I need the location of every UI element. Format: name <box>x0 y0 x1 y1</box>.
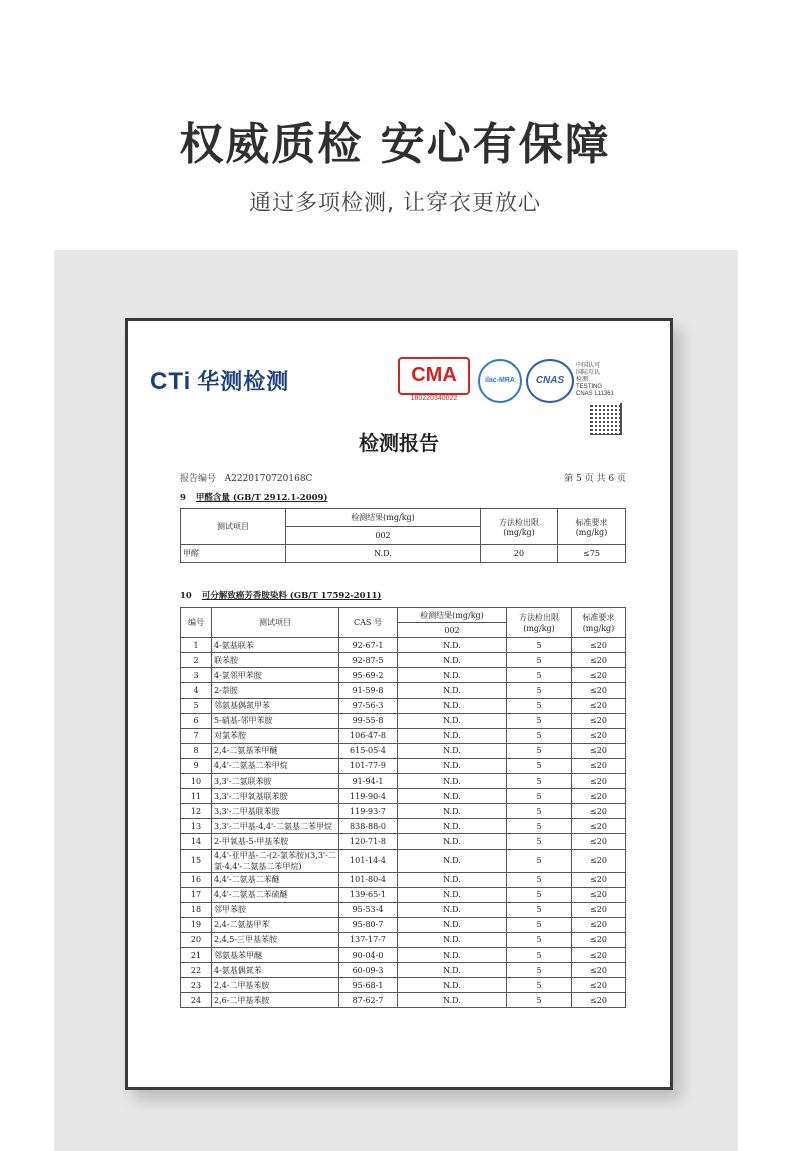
table-row: 14 2-甲氧基-5-甲基苯胺 120-71-8 N.D. 5 ≤20 <box>181 834 626 849</box>
cnas-testing-label: 中国认可 国际互认 检测 TESTING CNAS L11361 <box>576 363 614 397</box>
table-row: 15 4,4'-亚甲基-二-(2-氯苯胺)(3,3'-二氯-4,4'-二氨基二苯甲烷) 101-14-4 N.D. 5 ≤20 <box>181 849 626 872</box>
table-row: 17 4,4'-二氨基二苯硫醚 139-65-1 N.D. 5 ≤20 <box>181 887 626 902</box>
table-row: 5 邻氨基偶氮甲苯 97-56-3 N.D. 5 ≤20 <box>181 698 626 713</box>
table-row: 13 3,3'-二甲基-4,4'-二氨基二苯甲烷 838-88-0 N.D. 5 ≤20 <box>181 819 626 834</box>
table-row: 24 2,6-二甲基苯胺 87-62-7 N.D. 5 ≤20 <box>181 993 626 1008</box>
aromatic-amine-table: 编号 测试项目 CAS 号 检测结果(mg/kg) 方法检出限 (mg/kg) 标准要求 (mg/kg) 002 1 4-氨基联苯 92-67-1 N.D. 5 ≤20 2 联苯胺 92-87-5 N.D. 5 ≤20 3 4-氯邻甲苯胺 95-69-2 N.D. 5 ≤20 4 2-萘胺 91-59-8 N.D. 5 ≤20 5 邻氨基偶氮甲苯 97-56-3 N.D. 5 ≤20 6 5-硝基-邻甲苯胺 99-55-8 N.D. 5 ≤20 7 对氯苯胺 106-47-8 N.D. 5 ≤20 8 2,4-二氨基苯甲醚 615-05-4 N.D. 5 ≤20 9 4,4'-二氨基二苯甲烷 101-77-9 N.D. 5 ≤20 10 3,3'-二氯联苯胺 91-94-1 N.D. 5 ≤20 11 3,3'-二甲氧基联苯胺 119-90-4 N.D. 5 ≤20 12 3,3'-二甲基联苯胺 119-93-7 N.D. 5 ≤20 13 3,3'-二甲基-4,4'-二氨基二苯甲烷 838-88-0 N.D. 5 ≤20 14 2-甲氧基-5-甲基苯胺 120-71-8 N.D. 5 ≤20 15 4,4'-亚甲基-二-(2-氯苯胺)(3,3'-二氯-4,4'-二氨基二苯甲烷) 101-14-4 N.D. 5 ≤20 16 4,4'-二氨基二苯醚 101-80-4 N.D. 5 ≤20 17 4,4'-二氨基二苯硫醚 139-65-1 N.D. 5 ≤20 18 邻甲苯胺 95-53-4 N.D. 5 ≤20 19 2,4-二氨基甲苯 95-80-7 N.D. 5 ≤20 20 2,4,5-三甲基苯胺 137-17-7 N.D. 5 ≤20 21 邻氨基苯甲醚 90-04-0 N.D. 5 ≤20 22 4-氨基偶氮苯 60-09-3 N.D. 5 ≤20 23 2,4-二甲基苯胺 95-68-1 N.D. 5 ≤20 24 2,6-二甲基苯胺 87-62-7 N.D. 5 ≤20 <box>180 607 626 1008</box>
certification-marks <box>398 357 648 427</box>
formaldehyde-table: 测试项目 检测结果(mg/kg) 方法检出限 (mg/kg) 标准要求 (mg/kg) 002 甲醛 N.D. 20 ≤75 <box>180 508 626 563</box>
ilac-mra-logo-icon: ilac-MRA <box>478 359 522 403</box>
report-number: A2220170720168C <box>224 474 313 484</box>
test-report-document <box>125 318 673 1090</box>
report-meta: 报告编号 A2220170720168C 第 5 页 共 6 页 <box>180 471 626 484</box>
table-row: 3 4-氯邻甲苯胺 95-69-2 N.D. 5 ≤20 <box>181 668 626 683</box>
table-row: 7 对氯苯胺 106-47-8 N.D. 5 ≤20 <box>181 728 626 743</box>
table-row: 6 5-硝基-邻甲苯胺 99-55-8 N.D. 5 ≤20 <box>181 713 626 728</box>
section-9-heading: 9 甲醛含量 (GB/T 2912.1-2009) <box>180 493 328 503</box>
report-title: 检测报告 <box>359 431 439 455</box>
cma-number: 180220340022 <box>410 395 458 402</box>
cnas-logo-icon: CNAS <box>526 359 574 403</box>
table-row: 4 2-萘胺 91-59-8 N.D. 5 ≤20 <box>181 683 626 698</box>
page-info: 第 5 页 共 6 页 <box>564 474 626 484</box>
section-10-heading: 10 可分解致癌芳香胺染料 (GB/T 17592-2011) <box>180 591 382 601</box>
table-row: 9 4,4'-二氨基二苯甲烷 101-77-9 N.D. 5 ≤20 <box>181 758 626 773</box>
table-row: 21 邻氨基苯甲醚 90-04-0 N.D. 5 ≤20 <box>181 947 626 962</box>
table-row: 10 3,3'-二氯联苯胺 91-94-1 N.D. 5 ≤20 <box>181 774 626 789</box>
table-row: 2 联苯胺 92-87-5 N.D. 5 ≤20 <box>181 653 626 668</box>
edge-red-text-fragment <box>658 680 672 770</box>
table-row: 16 4,4'-二氨基二苯醚 101-80-4 N.D. 5 ≤20 <box>181 872 626 887</box>
page-subheadline: 通过多项检测, 让穿衣更放心 <box>249 191 541 216</box>
table-row: 12 3,3'-二甲基联苯胺 119-93-7 N.D. 5 ≤20 <box>181 804 626 819</box>
table-row: 19 2,4-二氨基甲苯 95-80-7 N.D. 5 ≤20 <box>181 917 626 932</box>
table-row: 甲醛 N.D. 20 ≤75 <box>181 545 626 563</box>
page-headline: 权威质检 安心有保障 <box>179 119 611 170</box>
table-row: 20 2,4,5-三甲基苯胺 137-17-7 N.D. 5 ≤20 <box>181 932 626 947</box>
table-row: 22 4-氨基偶氮苯 60-09-3 N.D. 5 ≤20 <box>181 963 626 978</box>
table-row: 23 2,4-二甲基苯胺 95-68-1 N.D. 5 ≤20 <box>181 978 626 993</box>
table-row: 18 邻甲苯胺 95-53-4 N.D. 5 ≤20 <box>181 902 626 917</box>
cma-seal-icon: CMA <box>398 357 470 395</box>
table-row: 11 3,3'-二甲氧基联苯胺 119-90-4 N.D. 5 ≤20 <box>181 789 626 804</box>
table-row: 8 2,4-二氨基苯甲醚 615-05-4 N.D. 5 ≤20 <box>181 743 626 758</box>
cti-logo: CTi 华测检测 <box>150 368 290 395</box>
table-row: 1 4-氨基联苯 92-67-1 N.D. 5 ≤20 <box>181 638 626 653</box>
